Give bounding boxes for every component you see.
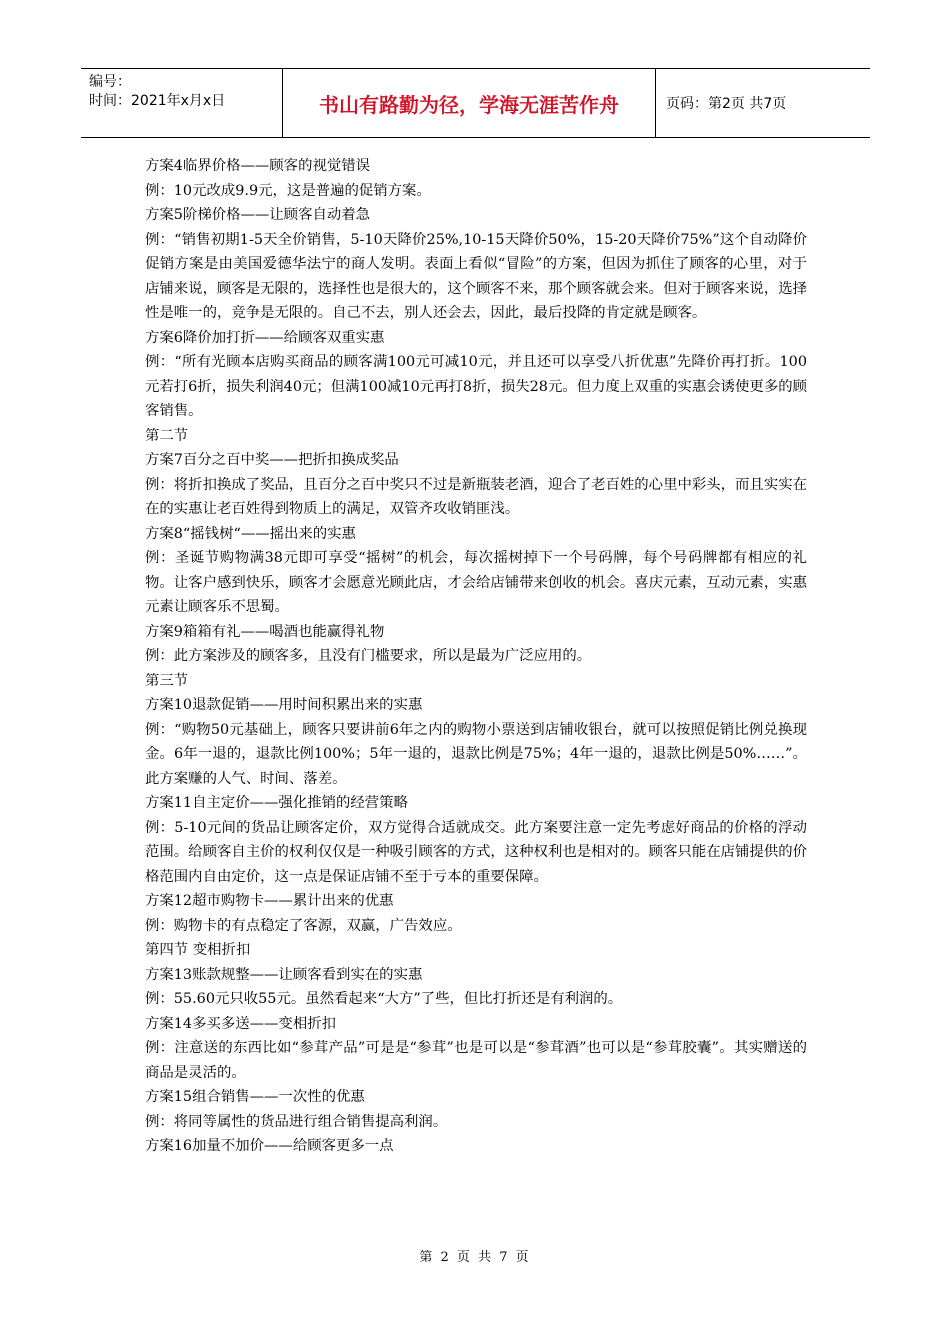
paragraph: 例：圣诞节购物满38元即可享受“摇树”的机会，每次摇树掉下一个号码牌，每个号码牌都有相应的礼物。让客户感到快乐，顾客才会愿意光顾此店，才会给店铺带来创收的机会。喜庆元素，互动元素，实惠元素让顾客乐不思蜀。: [145, 550, 807, 615]
paragraph: 方案8“摇钱树“——摇出来的实惠: [145, 525, 356, 542]
section-heading: 第二节: [145, 427, 189, 444]
paragraph: 方案14多买多送——变相折扣: [145, 1015, 336, 1032]
document-number-label: 编号：: [89, 74, 131, 90]
paragraph: 方案6降价加打折——给顾客双重实惠: [145, 329, 385, 346]
paragraph: 例：购物卡的有点稳定了客源，双赢，广告效应。: [145, 917, 462, 934]
paragraph: 例：55.60元只收55元。虽然看起来“大方”了些，但比打折还是有利润的。: [145, 991, 623, 1007]
header-meta: [81, 69, 283, 137]
paragraph: 例：注意送的东西比如“参茸产品”可是是“参茸”也是可以是“参茸酒”也可以是“参茸胶囊”。其实赠送的商品是灵活的。: [145, 1040, 807, 1081]
header-motto: 书山有路勤为径，学海无涯苦作舟: [283, 69, 656, 137]
paragraph: 例：“所有光顾本店购买商品的顾客满100元可减10元，并且还可以享受八折优惠”先降价再打折。100元若打6折，损失利润40元；但满100减10元再打8折，损失28元。但力度上双重的实惠会诱使更多的顾客销售。: [145, 354, 807, 419]
paragraph: 方案15组合销售——一次性的优惠: [145, 1089, 365, 1105]
page-footer: 第 2 页 共 7 页: [419, 1250, 531, 1265]
paragraph: 例：5-10元间的货品让顾客定价，双方觉得合适就成交。此方案要注意一定先考虑好商品的价格的浮动范围。给顾客自主价的权利仅仅是一种吸引顾客的方式，这种权利也是相对的。顾客只能在店铺提供的价格范围内自由定价，这一点是保证店铺不至于亏本的重要保障。: [145, 819, 807, 885]
section-heading: 第四节 变相折扣: [145, 942, 251, 958]
document-body: [145, 154, 807, 1159]
page-header: [81, 68, 870, 138]
paragraph: 例：“购物50元基础上，顾客只要讲前6年之内的购物小票送到店铺收银台，就可以按照促销比例兑换现金。6年一退的，退款比例100%；5年一退的，退款比例是75%；4年一退的，退款比例是50%……”。此方案赚的人气、时间、落差。: [145, 721, 807, 787]
paragraph: 方案13账款规整——让顾客看到实在的实惠: [145, 966, 423, 983]
paragraph: 方案4临界价格——顾客的视觉错误: [145, 158, 371, 174]
paragraph: 方案7百分之百中奖——把折扣换成奖品: [145, 452, 399, 468]
paragraph: 例：将折扣换成了奖品，且百分之百中奖只不过是新瓶装老酒，迎合了老百姓的心里中彩头，而且实实在在的实惠让老百姓得到物质上的满足，双管齐攻收销匪浅。: [145, 476, 807, 517]
paragraph: 例：将同等属性的货品进行组合销售提高利润。: [145, 1113, 448, 1130]
paragraph: 方案12超市购物卡——累计出来的优惠: [145, 893, 394, 909]
header-page-number: 页码：第2页 共7页: [666, 96, 787, 112]
paragraph: 例：此方案涉及的顾客多，且没有门槛要求，所以是最为广泛应用的。: [145, 648, 592, 664]
paragraph: 方案5阶梯价格——让顾客自动着急: [145, 207, 371, 223]
document-date: 时间：2021年x月x日: [89, 93, 226, 109]
section-heading: 第三节: [145, 672, 189, 689]
paragraph: 例：10元改成9.9元，这是普遍的促销方案。: [145, 182, 431, 199]
paragraph: 方案11自主定价——强化推销的经营策略: [145, 795, 408, 811]
paragraph: 方案10退款促销——用时间积累出来的实惠: [145, 697, 423, 713]
paragraph: 例：“销售初期1-5天全价销售，5-10天降价25%,10-15天降价50%，15-20天降价75%”这个自动降价促销方案是由美国爱德华法宁的商人发明。表面上看似“冒险”的方案，但因为抓住了顾客的心里，对于店铺来说，顾客是无限的，选择性也是很大的，这个顾客不来，那个顾客就会来。但对于顾客来说，选择性是唯一的，竞争是无限的。自己不去，别人还会去，因此，最后投降的肯定就是顾客。: [145, 231, 807, 321]
paragraph: 方案9箱箱有礼——喝酒也能赢得礼物: [145, 623, 385, 640]
paragraph: 方案16加量不加价——给顾客更多一点: [145, 1138, 394, 1154]
